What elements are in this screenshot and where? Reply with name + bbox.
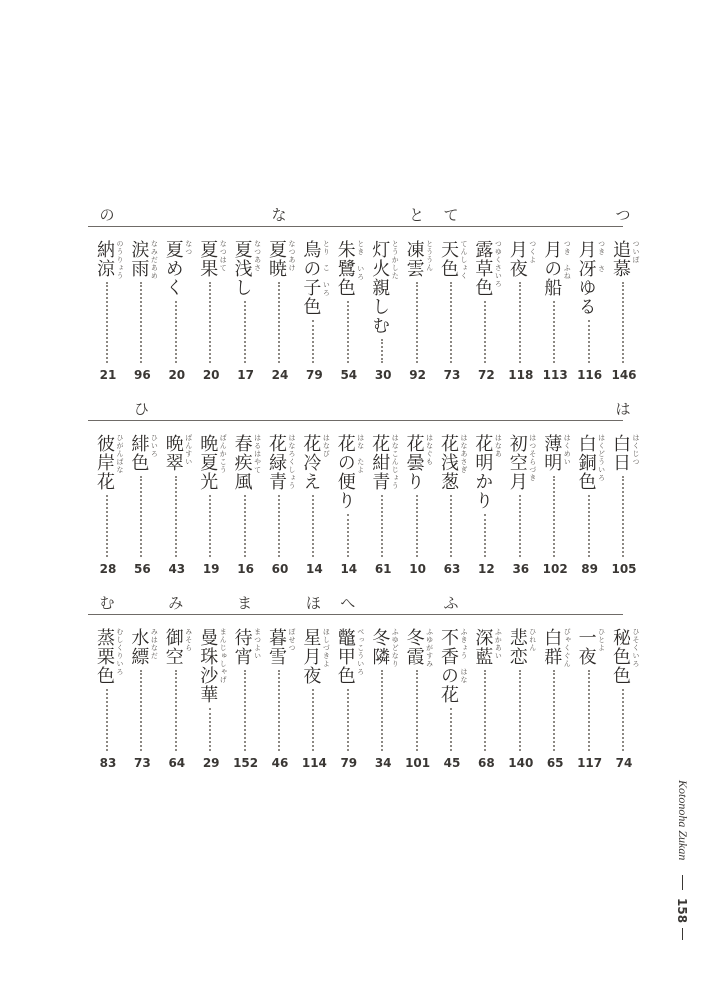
entry-ruby: ふきょう はな bbox=[460, 628, 468, 684]
entry-title: 冬隣 bbox=[369, 628, 391, 666]
entry-page-number: 96 bbox=[134, 368, 151, 382]
section-rule bbox=[88, 226, 623, 227]
leader-dots bbox=[140, 476, 142, 557]
index-entry bbox=[230, 628, 262, 771]
entry-page-number: 146 bbox=[611, 368, 637, 382]
leader-dots bbox=[588, 495, 590, 557]
leader-dots bbox=[209, 495, 211, 557]
entry-page-number: 63 bbox=[443, 562, 461, 576]
entry-ruby: みはなだ bbox=[150, 628, 159, 660]
entry-page-number: 73 bbox=[134, 756, 151, 770]
entry-page-number: 116 bbox=[577, 368, 603, 382]
leader-dots bbox=[347, 689, 349, 751]
index-entry bbox=[126, 628, 158, 771]
index-entry bbox=[298, 240, 330, 383]
entry-page-number: 83 bbox=[99, 756, 117, 770]
entry-page-number: 60 bbox=[271, 562, 289, 576]
entry-ruby: はつそらづき bbox=[528, 434, 537, 482]
entry-page-number: 45 bbox=[443, 756, 461, 770]
entry-ruby: ふゆどなり bbox=[391, 628, 400, 668]
entry-title: 一夜 bbox=[575, 628, 597, 666]
entry-page-number: 79 bbox=[306, 368, 323, 382]
entry-title: 彼岸花 bbox=[94, 434, 115, 491]
entry-title: 花紺青 bbox=[369, 434, 391, 491]
leader-dots bbox=[519, 495, 521, 557]
index-entry bbox=[505, 434, 537, 577]
entry-ruby: はなろくしょう bbox=[288, 434, 296, 490]
entry-title: 月夜 bbox=[506, 240, 528, 278]
entry-title: 花の便り bbox=[334, 434, 356, 510]
entry-title: 夏暁 bbox=[266, 240, 287, 278]
entry-page-number: 54 bbox=[340, 368, 358, 382]
entry-ruby: てんしょく bbox=[460, 240, 468, 280]
entry-title: 夏めく bbox=[162, 240, 184, 297]
index-kana-heading: み bbox=[168, 594, 184, 612]
entry-title: 春疾風 bbox=[231, 434, 253, 491]
index-entry bbox=[539, 240, 571, 383]
index-entry bbox=[92, 434, 124, 577]
entry-ruby: ばんすい bbox=[184, 434, 193, 466]
entry-title: 鳥の子色 bbox=[300, 240, 322, 316]
entry-ruby: なみだあめ bbox=[150, 240, 159, 280]
index-entry bbox=[470, 240, 502, 383]
entry-title: 納涼 bbox=[94, 240, 115, 278]
entry-ruby: まつよい bbox=[253, 628, 262, 660]
entry-title: 白銅色 bbox=[575, 434, 597, 491]
leader-dots bbox=[106, 495, 108, 557]
leader-dots bbox=[450, 708, 452, 751]
index-entry bbox=[539, 628, 571, 771]
entry-page-number: 14 bbox=[340, 562, 358, 576]
entry-page-number: 29 bbox=[202, 756, 220, 770]
entry-title: 花冷え bbox=[300, 434, 322, 491]
entry-ruby: つゆくさいろ bbox=[494, 240, 503, 288]
index-kana-heading: て bbox=[443, 206, 459, 224]
entry-ruby: ついぼ bbox=[632, 240, 640, 264]
index-entry bbox=[436, 434, 468, 577]
folio bbox=[672, 780, 694, 955]
folio-divider-bottom bbox=[682, 928, 683, 940]
leader-dots bbox=[244, 495, 246, 557]
leader-dots bbox=[209, 282, 211, 363]
leader-dots bbox=[519, 670, 521, 751]
index-entry bbox=[402, 628, 434, 771]
entry-page-number: 61 bbox=[374, 562, 392, 576]
entry-title: 露草色 bbox=[472, 240, 494, 297]
entry-title: 薄明 bbox=[541, 434, 563, 472]
entry-page-number: 65 bbox=[546, 756, 564, 770]
leader-dots bbox=[244, 301, 246, 363]
entry-title: 緋色 bbox=[128, 434, 150, 472]
entry-ruby: ひとよ bbox=[597, 628, 606, 652]
leader-dots bbox=[312, 320, 314, 363]
index-kana-heading: ふ bbox=[443, 594, 459, 612]
leader-dots bbox=[278, 495, 280, 557]
entry-ruby: ぼせつ bbox=[288, 628, 296, 652]
index-kana-heading: へ bbox=[340, 594, 356, 612]
entry-page-number: 46 bbox=[271, 756, 289, 770]
index-entry bbox=[264, 434, 296, 577]
entry-page-number: 24 bbox=[271, 368, 289, 382]
entry-title: 初空月 bbox=[506, 434, 528, 491]
entry-ruby: みそら bbox=[184, 628, 193, 652]
index-entry bbox=[367, 628, 399, 771]
running-title: Kotonoha Zukan bbox=[676, 780, 690, 861]
index-kana-heading: の bbox=[99, 206, 115, 224]
entry-page-number: 118 bbox=[508, 368, 534, 382]
index-entry bbox=[574, 628, 606, 771]
entry-title: 深藍 bbox=[472, 628, 494, 666]
entry-ruby: ふゆがすみ bbox=[425, 628, 434, 668]
index-entry bbox=[161, 434, 193, 577]
index-entry bbox=[505, 628, 537, 771]
index-entry bbox=[298, 628, 330, 771]
entry-ruby: なつ bbox=[184, 240, 193, 256]
entry-page-number: 64 bbox=[168, 756, 186, 770]
entry-page-number: 10 bbox=[409, 562, 426, 576]
leader-dots bbox=[622, 476, 624, 557]
index-entry bbox=[92, 628, 124, 771]
leader-dots bbox=[484, 301, 486, 363]
index-entry bbox=[126, 240, 158, 383]
entry-title: 涙雨 bbox=[128, 240, 150, 278]
entry-page-number: 79 bbox=[340, 756, 358, 770]
entry-title: 月冴ゆる bbox=[575, 240, 597, 316]
entry-page-number: 140 bbox=[508, 756, 534, 770]
entry-ruby: はなこんじょう bbox=[391, 434, 400, 490]
leader-dots bbox=[553, 301, 555, 363]
entry-ruby: ふかあい bbox=[494, 628, 503, 660]
index-entry bbox=[333, 434, 365, 577]
entry-ruby: つき ふね bbox=[563, 240, 572, 280]
leader-dots bbox=[450, 282, 452, 363]
index-entry bbox=[470, 434, 502, 577]
section-rule bbox=[88, 420, 623, 421]
entry-page-number: 34 bbox=[374, 756, 392, 770]
entry-page-number: 12 bbox=[478, 562, 495, 576]
index-entry bbox=[195, 628, 227, 771]
entry-ruby: はるはやて bbox=[253, 434, 262, 474]
entry-ruby: とうかした bbox=[391, 240, 400, 280]
entry-title: 凍雲 bbox=[403, 240, 425, 278]
entry-page-number: 68 bbox=[478, 756, 495, 770]
leader-dots bbox=[622, 689, 624, 751]
entry-page-number: 20 bbox=[202, 368, 220, 382]
entry-title: 白日 bbox=[610, 434, 631, 472]
entry-page-number: 114 bbox=[301, 756, 327, 770]
entry-ruby: ばんかこう bbox=[219, 434, 228, 474]
entry-ruby: ひがんばな bbox=[116, 434, 124, 474]
entry-page-number: 89 bbox=[581, 562, 598, 576]
leader-dots bbox=[347, 514, 349, 557]
index-kana-heading: つ bbox=[615, 206, 631, 224]
entry-page-number: 21 bbox=[99, 368, 117, 382]
leader-dots bbox=[278, 670, 280, 751]
leader-dots bbox=[140, 670, 142, 751]
entry-title: 花曇り bbox=[403, 434, 425, 491]
leader-dots bbox=[140, 282, 142, 363]
index-entry bbox=[264, 240, 296, 383]
index-entry bbox=[264, 628, 296, 771]
index-entry bbox=[161, 240, 193, 383]
entry-ruby: とり こ いろ bbox=[322, 240, 331, 297]
entry-ruby: ひそくいろ bbox=[632, 628, 640, 668]
index-entry bbox=[195, 240, 227, 383]
leader-dots bbox=[416, 282, 418, 363]
entry-title: 冬霞 bbox=[403, 628, 425, 666]
leader-dots bbox=[622, 282, 624, 363]
entry-title: 蒸栗色 bbox=[94, 628, 115, 685]
leader-dots bbox=[209, 708, 211, 751]
entry-page-number: 101 bbox=[405, 756, 431, 770]
entry-ruby: まんじゅしゃげ bbox=[219, 628, 228, 684]
entry-page-number: 73 bbox=[443, 368, 461, 382]
index-kana-heading: ま bbox=[237, 594, 253, 612]
index-entry bbox=[230, 240, 262, 383]
index-entry bbox=[608, 434, 640, 577]
index-entry bbox=[195, 434, 227, 577]
index-kana-heading: は bbox=[615, 400, 631, 418]
index-entry bbox=[92, 240, 124, 383]
entry-page-number: 36 bbox=[512, 562, 530, 576]
entry-title: 不香の花 bbox=[438, 628, 459, 704]
leader-dots bbox=[381, 670, 383, 751]
entry-page-number: 72 bbox=[478, 368, 495, 382]
leader-dots bbox=[347, 301, 349, 363]
index-entry bbox=[161, 628, 193, 771]
entry-page-number: 92 bbox=[409, 368, 426, 382]
entry-page-number: 43 bbox=[168, 562, 186, 576]
entry-title: 御空 bbox=[162, 628, 184, 666]
index-kana-heading: ひ bbox=[133, 400, 149, 418]
folio-divider bbox=[682, 875, 683, 890]
entry-title: 曼珠沙華 bbox=[197, 628, 219, 704]
entry-title: 待宵 bbox=[231, 628, 253, 666]
entry-ruby: はくどういろ bbox=[597, 434, 606, 482]
index-entry bbox=[298, 434, 330, 577]
entry-ruby: つき さ bbox=[597, 240, 606, 273]
entry-ruby: はなあ bbox=[494, 434, 503, 458]
entry-ruby: なつあけ bbox=[288, 240, 296, 272]
leader-dots bbox=[381, 495, 383, 557]
entry-page-number: 20 bbox=[168, 368, 186, 382]
leader-dots bbox=[416, 495, 418, 557]
entry-ruby: なつあさ bbox=[253, 240, 262, 272]
index-entry bbox=[574, 434, 606, 577]
index-entry bbox=[333, 628, 365, 771]
entry-ruby: はな たよ bbox=[356, 434, 365, 474]
entry-page-number: 19 bbox=[202, 562, 220, 576]
leader-dots bbox=[106, 282, 108, 363]
entry-title: 白群 bbox=[541, 628, 563, 666]
index-entry bbox=[402, 240, 434, 383]
entry-page-number: 17 bbox=[237, 368, 254, 382]
entry-page-number: 14 bbox=[306, 562, 323, 576]
entry-page-number: 105 bbox=[611, 562, 637, 576]
index-kana-heading: な bbox=[271, 206, 287, 224]
index-entry bbox=[505, 240, 537, 383]
index-entry bbox=[333, 240, 365, 383]
leader-dots bbox=[312, 689, 314, 751]
entry-page-number: 117 bbox=[577, 756, 603, 770]
entry-title: 鼈甲色 bbox=[334, 628, 356, 685]
entry-ruby: なつはて bbox=[219, 240, 228, 272]
entry-ruby: むしくりいろ bbox=[116, 628, 124, 676]
entry-title: 追慕 bbox=[610, 240, 631, 278]
index-entry bbox=[470, 628, 502, 771]
leader-dots bbox=[175, 301, 177, 363]
entry-title: 夏浅し bbox=[231, 240, 253, 297]
index-kana-heading: む bbox=[99, 594, 115, 612]
index-entry bbox=[608, 240, 640, 383]
index-entry bbox=[367, 434, 399, 577]
entry-ruby: のうりょう bbox=[116, 240, 124, 280]
entry-ruby: びゃくぐん bbox=[563, 628, 572, 668]
index-entry bbox=[230, 434, 262, 577]
leader-dots bbox=[484, 670, 486, 751]
entry-title: 朱鷺色 bbox=[334, 240, 356, 297]
entry-ruby: はなぐも bbox=[425, 434, 434, 466]
section-rule bbox=[88, 614, 623, 615]
entry-ruby: とううん bbox=[425, 240, 434, 272]
index-entry bbox=[574, 240, 606, 383]
leader-dots bbox=[588, 320, 590, 363]
leader-dots bbox=[450, 495, 452, 557]
entry-title: 天色 bbox=[438, 240, 459, 278]
entry-page-number: 74 bbox=[615, 756, 633, 770]
leader-dots bbox=[484, 514, 486, 557]
index-entry bbox=[126, 434, 158, 577]
entry-ruby: ひれん bbox=[528, 628, 537, 652]
entry-title: 花浅葱 bbox=[438, 434, 459, 491]
entry-title: 悲恋 bbox=[506, 628, 528, 666]
leader-dots bbox=[553, 670, 555, 751]
index-kana-heading: と bbox=[409, 206, 425, 224]
entry-page-number: 113 bbox=[542, 368, 568, 382]
leader-dots bbox=[175, 670, 177, 751]
page-number: 158 bbox=[675, 898, 689, 924]
entry-ruby: ひいろ bbox=[150, 434, 159, 458]
leader-dots bbox=[278, 282, 280, 363]
leader-dots bbox=[381, 339, 383, 363]
leader-dots bbox=[106, 689, 108, 751]
entry-ruby: ほしづきよ bbox=[322, 628, 331, 668]
entry-title: 灯火親しむ bbox=[369, 240, 391, 335]
index-entry bbox=[436, 628, 468, 771]
entry-page-number: 56 bbox=[134, 562, 151, 576]
entry-ruby: べっこういろ bbox=[356, 628, 365, 676]
entry-title: 月の船 bbox=[541, 240, 563, 297]
entry-ruby: はなび bbox=[322, 434, 331, 458]
entry-ruby: はくめい bbox=[563, 434, 572, 466]
leader-dots bbox=[588, 670, 590, 751]
leader-dots bbox=[244, 670, 246, 751]
leader-dots bbox=[553, 476, 555, 557]
leader-dots bbox=[416, 670, 418, 751]
entry-title: 星月夜 bbox=[300, 628, 322, 685]
entry-page-number: 28 bbox=[99, 562, 117, 576]
entry-ruby: とき いろ bbox=[356, 240, 365, 281]
entry-title: 晩翠 bbox=[162, 434, 184, 472]
leader-dots bbox=[312, 495, 314, 557]
index-entry bbox=[436, 240, 468, 383]
leader-dots bbox=[519, 282, 521, 363]
index-kana-heading: ほ bbox=[305, 594, 321, 612]
entry-page-number: 16 bbox=[237, 562, 254, 576]
index-entry bbox=[608, 628, 640, 771]
entry-page-number: 102 bbox=[542, 562, 568, 576]
entry-ruby: はくじつ bbox=[632, 434, 640, 466]
index-entry bbox=[402, 434, 434, 577]
index-entry bbox=[539, 434, 571, 577]
entry-title: 秘色色 bbox=[610, 628, 631, 685]
index-entry bbox=[367, 240, 399, 383]
entry-ruby: つくよ bbox=[528, 240, 537, 264]
entry-page-number: 30 bbox=[374, 368, 392, 382]
entry-page-number: 152 bbox=[233, 756, 259, 770]
entry-title: 暮雪 bbox=[266, 628, 287, 666]
entry-title: 晩夏光 bbox=[197, 434, 219, 491]
entry-ruby: はなあさぎ bbox=[460, 434, 468, 474]
entry-title: 花明かり bbox=[472, 434, 494, 510]
leader-dots bbox=[175, 476, 177, 557]
entry-title: 花緑青 bbox=[266, 434, 287, 491]
entry-title: 水縹 bbox=[128, 628, 150, 666]
entry-title: 夏果 bbox=[197, 240, 219, 278]
